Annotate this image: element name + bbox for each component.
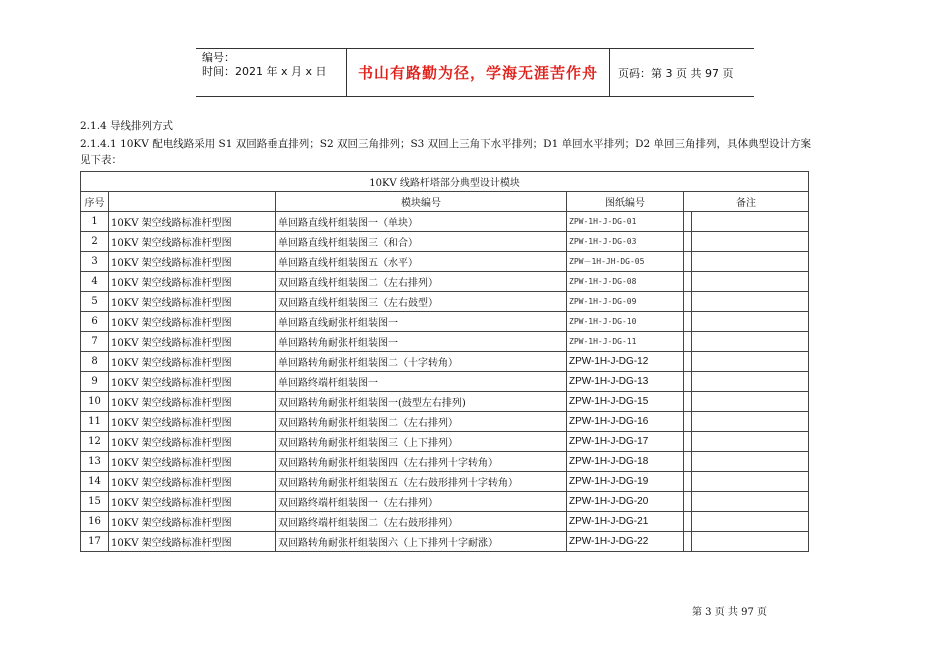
row-type: 10KV 架空线路标准杆型图: [109, 372, 276, 392]
row-drawing-code: ZPW-1H-J-DG-10: [567, 312, 684, 332]
row-number: 9: [81, 372, 109, 392]
row-number: 13: [81, 452, 109, 472]
row-module: 单回路直线杆组装图三（和合）: [276, 232, 567, 252]
table-row: [81, 372, 809, 392]
header-cell-type: [109, 192, 276, 212]
row-type: 10KV 架空线路标准杆型图: [109, 532, 276, 552]
row-module: 双回路直线杆组装图二（左右排列）: [276, 272, 567, 292]
row-number: 5: [81, 292, 109, 312]
table-caption-row: [81, 172, 809, 192]
row-remark-spacer: [684, 232, 692, 252]
table-row: [81, 452, 809, 472]
row-remark: [692, 532, 809, 552]
page-header: [196, 48, 754, 97]
row-remark: [692, 352, 809, 372]
section-heading: 2.1.4 导线排列方式: [80, 120, 174, 132]
row-drawing-code: ZPW-1H-J-DG-09: [567, 292, 684, 312]
row-remark: [692, 332, 809, 352]
row-module: 单回路终端杆组装图一: [276, 372, 567, 392]
row-drawing-code: ZPW-1H-J-DG-15: [567, 392, 684, 412]
table-row: [81, 512, 809, 532]
row-module: 双回路转角耐张杆组装图四（左右排列十字转角）: [276, 452, 567, 472]
row-number: 14: [81, 472, 109, 492]
table-row: [81, 212, 809, 232]
row-drawing-code: ZPW-1H-J-DG-03: [567, 232, 684, 252]
row-type: 10KV 架空线路标准杆型图: [109, 312, 276, 332]
table-row: [81, 492, 809, 512]
section-paragraph-line1: 2.1.4.1 10KV 配电线路采用 S1 双回路垂直排列；S2 双回三角排列；S3 双回上三角下水平排列；D1 单回水平排列；D2 单回三角排列，具体典型设计方案: [80, 138, 812, 150]
row-remark-spacer: [684, 272, 692, 292]
row-module: 双回路直线杆组装图三（左右鼓型）: [276, 292, 567, 312]
row-type: 10KV 架空线路标准杆型图: [109, 232, 276, 252]
row-remark-spacer: [684, 492, 692, 512]
row-drawing-code: ZPW-1H-J-DG-22: [567, 532, 684, 552]
row-remark-spacer: [684, 472, 692, 492]
row-remark: [692, 432, 809, 452]
row-type: 10KV 架空线路标准杆型图: [109, 412, 276, 432]
table-row: [81, 532, 809, 552]
row-remark-spacer: [684, 252, 692, 272]
row-drawing-code: ZPW-1H-J-DG-08: [567, 272, 684, 292]
row-module: 双回路转角耐张杆组装图一(鼓型左右排列): [276, 392, 567, 412]
header-cell-no: 序号: [81, 192, 109, 212]
row-number: 1: [81, 212, 109, 232]
row-drawing-code: ZPW-1H-J-DG-17: [567, 432, 684, 452]
row-type: 10KV 架空线路标准杆型图: [109, 352, 276, 372]
table-header-row: [81, 192, 809, 212]
row-type: 10KV 架空线路标准杆型图: [109, 272, 276, 292]
header-cell-drawing: 图纸编号: [567, 192, 684, 212]
table-row: [81, 412, 809, 432]
row-remark: [692, 252, 809, 272]
row-drawing-code: ZPW-1H-J-DG-13: [567, 372, 684, 392]
row-remark-spacer: [684, 532, 692, 552]
row-module: 单回路直线杆组装图五（水平）: [276, 252, 567, 272]
row-remark: [692, 512, 809, 532]
row-number: 3: [81, 252, 109, 272]
header-meta: [196, 49, 346, 96]
row-remark-spacer: [684, 452, 692, 472]
row-number: 11: [81, 412, 109, 432]
header-slogan: 书山有路勤为径，学海无涯苦作舟: [346, 49, 610, 96]
page-footer: 第 3 页 共 97 页: [692, 607, 767, 618]
row-remark: [692, 232, 809, 252]
table-row: [81, 332, 809, 352]
row-remark-spacer: [684, 292, 692, 312]
row-module: 双回路转角耐张杆组装图六（上下排列十字耐涨）: [276, 532, 567, 552]
row-drawing-code: ZPW-1H-J-DG-01: [567, 212, 684, 232]
row-number: 6: [81, 312, 109, 332]
row-drawing-code: ZPW-1H-J-DG-18: [567, 452, 684, 472]
row-remark: [692, 412, 809, 432]
row-module: 双回路终端杆组装图二（左右鼓形排列）: [276, 512, 567, 532]
table-row: [81, 252, 809, 272]
row-remark-spacer: [684, 332, 692, 352]
row-number: 17: [81, 532, 109, 552]
header-page-label: 页码：第 3 页 共 97 页: [618, 66, 734, 80]
row-type: 10KV 架空线路标准杆型图: [109, 472, 276, 492]
row-remark: [692, 212, 809, 232]
doc-number-label: 编号：: [202, 51, 235, 64]
row-module: 双回路转角耐张杆组装图二（左右排列）: [276, 412, 567, 432]
row-number: 8: [81, 352, 109, 372]
row-number: 12: [81, 432, 109, 452]
table-row: [81, 392, 809, 412]
row-number: 2: [81, 232, 109, 252]
row-type: 10KV 架空线路标准杆型图: [109, 452, 276, 472]
section-paragraph-line2: 见下表：: [80, 154, 122, 166]
row-module: 单回路转角耐张杆组装图一: [276, 332, 567, 352]
row-drawing-code: ZPW-1H-J-DG-16: [567, 412, 684, 432]
table-row: [81, 232, 809, 252]
row-module: 单回路直线耐张杆组装图一: [276, 312, 567, 332]
table-body: [81, 212, 809, 552]
row-number: 10: [81, 392, 109, 412]
row-type: 10KV 架空线路标准杆型图: [109, 252, 276, 272]
row-number: 7: [81, 332, 109, 352]
row-number: 15: [81, 492, 109, 512]
row-drawing-code: ZPW-1H-J-DG-11: [567, 332, 684, 352]
doc-time-label: 时间：2021 年 x 月 x 日: [202, 65, 327, 78]
row-remark: [692, 292, 809, 312]
table-row: [81, 472, 809, 492]
table-row: [81, 272, 809, 292]
table-row: [81, 432, 809, 452]
table-row: [81, 292, 809, 312]
row-number: 4: [81, 272, 109, 292]
table-caption: 10KV 线路杆塔部分典型设计模块: [81, 172, 809, 192]
row-remark-spacer: [684, 352, 692, 372]
row-type: 10KV 架空线路标准杆型图: [109, 332, 276, 352]
row-module: 单回路直线杆组装图一（单块）: [276, 212, 567, 232]
row-remark: [692, 392, 809, 412]
row-drawing-code: ZPW－1H-JH-DG-05: [567, 252, 684, 272]
design-module-table: [80, 171, 809, 552]
row-module: 双回路转角耐张杆组装图五（左右鼓形排列十字转角）: [276, 472, 567, 492]
row-remark: [692, 492, 809, 512]
row-drawing-code: ZPW-1H-J-DG-19: [567, 472, 684, 492]
header-cell-remark: 备注: [684, 192, 809, 212]
row-remark: [692, 272, 809, 292]
row-remark: [692, 312, 809, 332]
row-remark-spacer: [684, 312, 692, 332]
row-type: 10KV 架空线路标准杆型图: [109, 392, 276, 412]
row-type: 10KV 架空线路标准杆型图: [109, 212, 276, 232]
row-drawing-code: ZPW-1H-J-DG-12: [567, 352, 684, 372]
row-number: 16: [81, 512, 109, 532]
header-cell-module: 模块编号: [276, 192, 567, 212]
row-remark-spacer: [684, 512, 692, 532]
row-remark: [692, 452, 809, 472]
table-row: [81, 312, 809, 332]
row-remark: [692, 472, 809, 492]
row-type: 10KV 架空线路标准杆型图: [109, 432, 276, 452]
row-remark-spacer: [684, 392, 692, 412]
table-row: [81, 352, 809, 372]
row-remark-spacer: [684, 432, 692, 452]
row-type: 10KV 架空线路标准杆型图: [109, 292, 276, 312]
row-module: 双回路终端杆组装图一（左右排列）: [276, 492, 567, 512]
row-remark-spacer: [684, 372, 692, 392]
row-type: 10KV 架空线路标准杆型图: [109, 492, 276, 512]
row-remark-spacer: [684, 212, 692, 232]
row-drawing-code: ZPW-1H-J-DG-20: [567, 492, 684, 512]
row-remark-spacer: [684, 412, 692, 432]
row-type: 10KV 架空线路标准杆型图: [109, 512, 276, 532]
row-remark: [692, 372, 809, 392]
row-module: 双回路转角耐张杆组装图三（上下排列）: [276, 432, 567, 452]
row-module: 单回路转角耐张杆组装图二（十字转角）: [276, 352, 567, 372]
row-drawing-code: ZPW-1H-J-DG-21: [567, 512, 684, 532]
